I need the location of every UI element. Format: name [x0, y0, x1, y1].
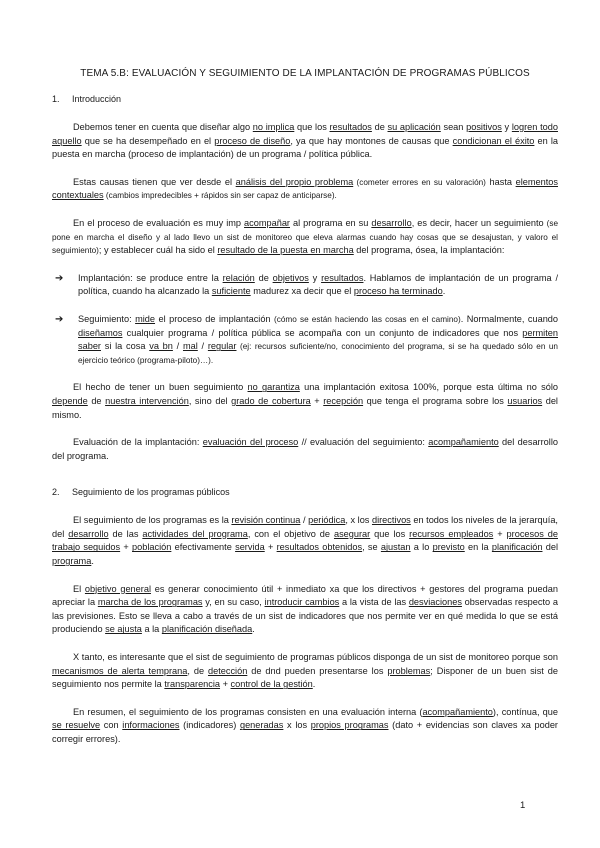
text-run: En el proceso de evaluación es muy imp	[73, 217, 245, 228]
text-run: que los	[370, 528, 410, 539]
page-number: 1	[520, 800, 526, 811]
underlined-text: directivos	[371, 515, 411, 526]
text-run: hasta	[485, 176, 516, 187]
aside-text: (cómo se están haciendo las cosas en el camino)	[274, 314, 461, 324]
underlined-text: desarrollo	[68, 528, 109, 539]
text-run: de	[87, 395, 106, 406]
text-run: Seguimiento:	[78, 313, 136, 324]
underlined-text: no implica	[252, 122, 295, 132]
text-run: que los	[294, 122, 330, 132]
document-page	[52, 68, 558, 761]
text-run: /	[300, 515, 309, 526]
text-run: en la	[464, 542, 492, 553]
text-run: +	[220, 679, 231, 690]
text-run: a la vista de las	[339, 597, 409, 608]
paragraph	[52, 706, 558, 747]
aside-text: (ej: recursos suficiente/no, conocimiento del programa, si se ha quedado sólo en un ejercicio teórico (programa-piloto)…).	[78, 342, 558, 365]
text-run: El	[73, 583, 85, 594]
underlined-text: nuestra intervención	[105, 395, 189, 406]
underlined-text: ajustan	[380, 542, 411, 553]
underlined-text: resultados	[329, 122, 372, 132]
underlined-text: mal	[182, 341, 198, 352]
underlined-text: control de la gestión	[230, 679, 313, 690]
underlined-text: acompañamiento	[428, 437, 499, 448]
underlined-text: generadas	[239, 720, 284, 731]
text-run: +	[264, 542, 277, 553]
section-heading-2	[52, 487, 558, 497]
text-run: de	[254, 272, 273, 283]
underlined-text: transparencia	[164, 679, 221, 690]
text-run: sean	[440, 122, 467, 132]
section-title: Introducción	[72, 94, 122, 104]
underlined-text: recursos empleados	[409, 528, 494, 539]
document-title: TEMA 5.B: EVALUACIÓN Y SEGUIMIENTO DE LA IMPLANTACIÓN DE PROGRAMAS PÚBLICOS	[80, 68, 530, 79]
section-number: 1.	[52, 94, 60, 104]
text-run: /	[172, 341, 183, 352]
text-run: .	[91, 556, 94, 567]
section-heading-1	[52, 94, 558, 104]
underlined-text: detección	[207, 665, 248, 676]
underlined-text: análisis del propio problema	[235, 176, 354, 187]
underlined-text: positivos	[466, 122, 502, 132]
text-run: de las	[108, 528, 143, 539]
underlined-text: suficiente	[211, 286, 251, 297]
underlined-text: logren todo aquello	[52, 122, 558, 146]
text-run: el proceso de implantación	[155, 313, 275, 324]
text-run: una implantación exitosa 100%, porque esta última no sólo	[299, 382, 558, 393]
underlined-text: planificación diseñada	[161, 624, 253, 635]
text-run: madurez xa decir que el	[250, 286, 354, 297]
text-run: El seguimiento de los programas es la	[73, 515, 232, 526]
underlined-text: propios programas	[310, 720, 389, 731]
text-run: con	[100, 720, 123, 731]
section-title: Seguimiento de los programas públicos	[72, 487, 230, 498]
underlined-text: su aplicación	[387, 122, 441, 132]
text-run: // evaluación del seguimiento:	[298, 437, 429, 448]
underlined-text: condicionan el éxito	[452, 135, 535, 146]
text-run: a lo	[410, 542, 433, 553]
text-run: en todos los niveles de la jerarquía, del	[52, 515, 558, 539]
text-run: del desarrollo del programa.	[52, 437, 558, 461]
text-run: (dato + evidencias son claves xa poder corregir errores).	[52, 720, 558, 744]
text-run: Implantación: se produce entre la	[78, 272, 223, 283]
text-run: observadas respecto a las previsiones. Esto se lleva a cabo a través de un sist de indicadores que nos permite ver en qué medida lo que se está produciendo	[52, 597, 558, 635]
text-run: . Normalmente, cuando	[460, 313, 559, 324]
section-number: 2.	[52, 487, 60, 498]
underlined-text: mide	[135, 313, 156, 324]
underlined-text: evaluación del proceso	[202, 437, 299, 448]
underlined-text: asegurar	[333, 528, 371, 539]
arrow-bullet-icon: ➔	[55, 313, 64, 325]
underlined-text: mecanismos de alerta temprana	[52, 665, 188, 676]
arrow-bullet-icon: ➔	[55, 272, 64, 284]
text-run: efectivamente	[171, 542, 236, 553]
underlined-text: marcha de los programas	[97, 597, 203, 608]
underlined-text: previsto	[432, 542, 465, 553]
text-run: que tenga el programa sobre los	[363, 395, 508, 406]
aside-text: (se pone en marcha el diseño y al lado llevo un sist de monitoreo que eleva alarmas cuando hay cosas que se desajustan, y valoro el seguimiento)	[52, 218, 558, 256]
text-run: , de	[187, 665, 208, 676]
underlined-text: acompañar	[244, 217, 290, 228]
underlined-text: programa	[52, 556, 92, 567]
text-run: , x los	[345, 515, 372, 526]
underlined-text: planificación	[491, 542, 543, 553]
underlined-text: objetivo general	[84, 583, 151, 594]
underlined-text: depende	[52, 395, 88, 406]
bullet-text	[78, 313, 558, 367]
text-run: En resumen, el seguimiento de los programas consisten en una evaluación interna (	[73, 706, 423, 717]
text-run: si la cosa	[100, 341, 150, 352]
text-run: cualquier programa / política pública se acompaña con un conjunto de indicadores que nos	[122, 327, 523, 338]
underlined-text: se ajusta	[105, 624, 142, 635]
paragraph	[52, 176, 558, 203]
underlined-text: introducir cambios	[264, 597, 340, 608]
text-run: +	[493, 528, 507, 539]
underlined-text: se resuelve	[52, 720, 101, 731]
underlined-text: usuarios	[507, 395, 543, 406]
text-run: del mismo.	[52, 395, 558, 420]
underlined-text: diseñamos	[78, 327, 123, 338]
text-run: , se	[362, 542, 381, 553]
underlined-text: regular	[207, 341, 237, 352]
text-run: ; Disponer de un buen sist de seguimiento nos permite la	[52, 665, 558, 690]
text-run: , ya que hay montones de causas que	[290, 135, 453, 146]
underlined-text: revisión continua	[231, 515, 301, 526]
text-run: en la puesta en marcha (proceso de implantación) de un programa / política pública.	[52, 135, 558, 160]
text-run: (indicadores)	[179, 720, 240, 731]
underlined-text: proceso ha terminado	[353, 286, 443, 297]
text-run: . Hablamos de implantación de un programa / política, cuando ha alcanzado la	[78, 272, 559, 297]
text-run: /	[197, 341, 208, 352]
text-run: El hecho de tener un buen seguimiento	[73, 382, 248, 393]
text-run: Evaluación de la implantación:	[73, 437, 203, 448]
text-run: del	[542, 542, 559, 553]
underlined-text: informaciones	[122, 720, 180, 731]
paragraph	[52, 583, 558, 637]
text-run: Estas causas tienen que ver desde el	[73, 176, 236, 187]
text-run: y, en su caso,	[202, 597, 265, 608]
underlined-text: proceso de diseño	[214, 135, 291, 146]
text-run: x los	[283, 720, 311, 731]
text-run: , sino del	[188, 395, 232, 406]
underlined-text: no garantiza	[247, 382, 300, 393]
text-run: +	[120, 542, 133, 553]
text-run: del programa, ósea, la implantación:	[353, 245, 505, 256]
text-run: de	[371, 122, 388, 132]
text-run: +	[310, 395, 324, 406]
paragraph	[52, 381, 558, 422]
text-run: Debemos tener en cuenta que diseñar algo	[73, 122, 253, 132]
text-run: y	[501, 122, 512, 132]
paragraph	[52, 514, 558, 568]
underlined-text: procesos de trabajo seguidos	[52, 528, 558, 553]
aside-text: (cometer errores en su valoración)	[353, 177, 486, 187]
paragraph	[52, 121, 558, 162]
bullet-text	[78, 272, 558, 299]
bullet-item	[52, 272, 558, 299]
paragraph	[52, 436, 558, 463]
text-run: al programa en su	[290, 217, 372, 228]
text-run: , es decir, hacer un seguimiento	[411, 217, 547, 228]
text-run: .	[252, 624, 255, 635]
text-run: a la	[141, 624, 162, 635]
text-run: ; y establecer cuál ha sido el	[98, 245, 218, 256]
underlined-text: elementos contextuales	[52, 176, 558, 201]
text-run: X tanto, es interesante que el sist de seguimiento de programas públicos disponga de un sist de monitoreo porque son	[73, 652, 558, 663]
paragraph	[52, 217, 558, 258]
underlined-text: servida	[235, 542, 265, 553]
underlined-text: desviaciones	[408, 597, 462, 608]
aside-text: (cambios impredecibles + rápidos sin ser capaz de anticiparse).	[103, 191, 337, 201]
underlined-text: va bn	[149, 341, 173, 352]
underlined-text: permiten saber	[78, 327, 558, 352]
underlined-text: recepción	[323, 395, 364, 406]
text-run: y	[308, 272, 322, 283]
text-run: que se ha desempeñado en el	[81, 135, 215, 146]
underlined-text: resultados obtenidos	[276, 542, 363, 553]
underlined-text: población	[132, 542, 172, 553]
underlined-text: grado de cobertura	[231, 395, 311, 406]
text-run: .	[442, 286, 446, 297]
text-run: es generar conocimiento útil + inmediato xa que los directivos + gestores del programa puedan apreciar la	[52, 583, 558, 608]
text-run: .	[312, 679, 316, 690]
underlined-text: desarrollo	[371, 217, 412, 228]
bullet-item	[52, 313, 558, 367]
paragraph	[52, 651, 558, 692]
underlined-text: acompañamiento	[422, 706, 493, 717]
text-run: de dnd pueden presentarse los	[247, 665, 388, 676]
underlined-text: resultado de la puesta en marcha	[217, 245, 354, 256]
underlined-text: resultados	[321, 272, 364, 283]
text-run: ), contínua, que	[492, 706, 558, 717]
underlined-text: actividades del programa	[142, 528, 248, 539]
underlined-text: problemas	[387, 665, 431, 676]
text-run: , con el objetivo de	[247, 528, 334, 539]
underlined-text: periódica	[308, 515, 346, 526]
underlined-text: relación	[222, 272, 255, 283]
underlined-text: objetivos	[272, 272, 309, 283]
